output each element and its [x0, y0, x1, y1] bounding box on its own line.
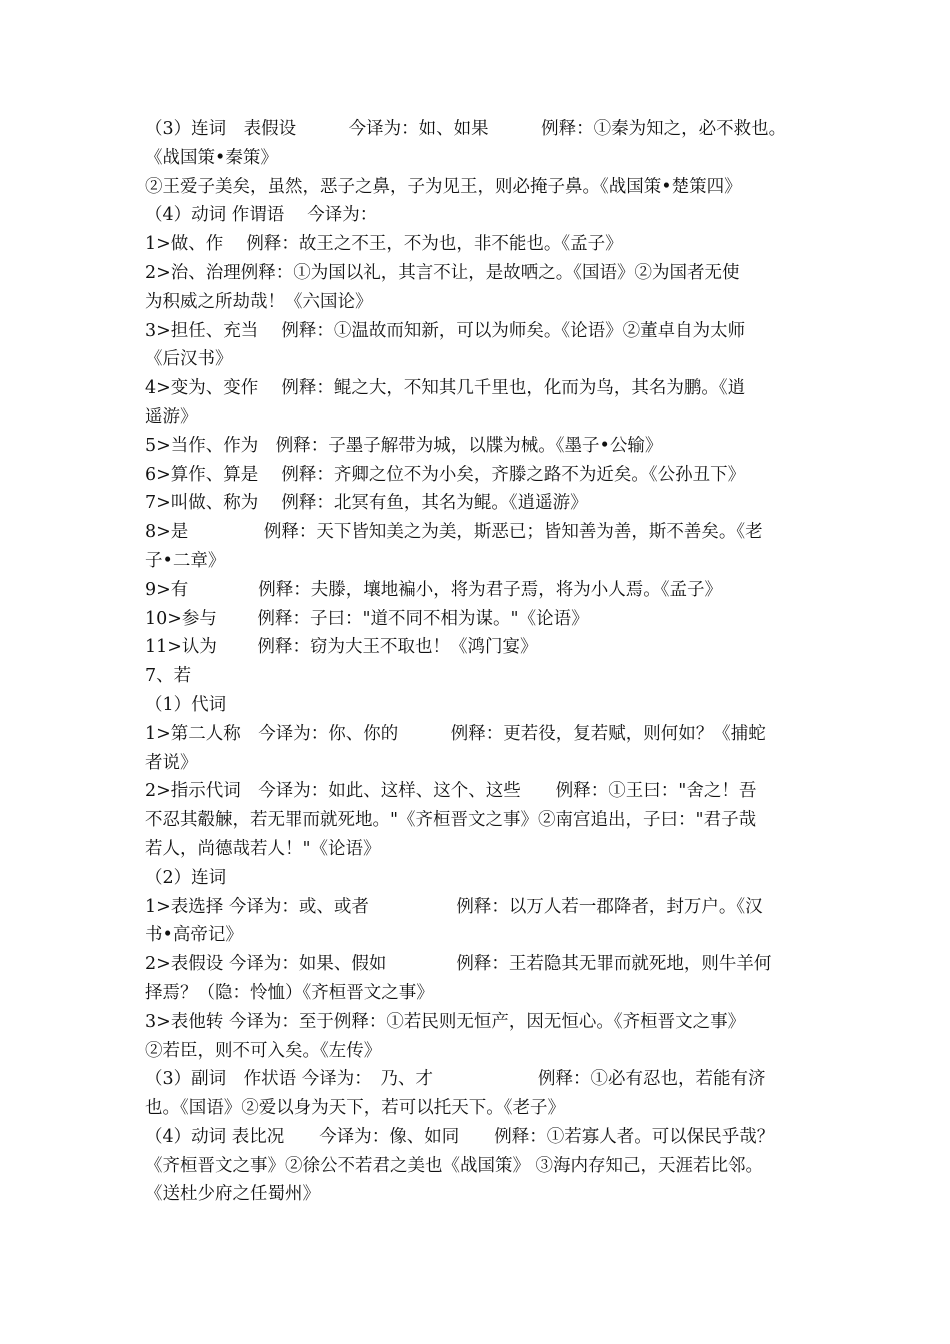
text-line: 《齐桓晋文之事》②徐公不若君之美也《战国策》 ③海内存知己，天涯若比邻。 — [145, 1155, 764, 1176]
text-line: 遥游》 — [145, 406, 198, 427]
text-line: 2>治、治理例释：①为国以礼，其言不让，是故哂之。《国语》②为国者无使 — [145, 262, 740, 283]
text-line: 为积威之所劫哉！《六国论》 — [145, 291, 373, 312]
text-line: 3>担任、充当 例释：①温故而知新，可以为师矣。《论语》②董卓自为太师 — [145, 320, 746, 341]
text-line: 择焉？（隐：怜恤）《齐桓晋文之事》 — [145, 982, 434, 1003]
document-body — [145, 115, 815, 1209]
text-line: 3>表他转 今译为：至于例释：①若民则无恒产，因无恒心。《齐桓晋文之事》 — [145, 1011, 746, 1032]
text-line: 子•二章》 — [145, 550, 226, 571]
text-line: （3）副词 作状语 今译为： 乃、才 例释：①必有忍也，若能有济 — [145, 1069, 766, 1090]
text-line: 4>变为、变作 例释：鲲之大，不知其几千里也，化而为鸟，其名为鹏。《逍 — [145, 378, 746, 399]
text-line: 不忍其觳觫，若无罪而就死地。"《齐桓晋文之事》②南宫追出，子曰："君子哉 — [145, 810, 757, 831]
text-line: （2）连词 — [145, 867, 227, 888]
text-line: 2>表假设 今译为：如果、假如 例释：王若隐其无罪而就死地，则牛羊何 — [145, 954, 772, 975]
text-line: 1>做、作 例释：故王之不王，不为也，非不能也。《孟子》 — [145, 234, 623, 255]
text-line: 1>第二人称 今译为：你、你的 例释：更若役，复若赋，则何如？《捕蛇 — [145, 723, 766, 744]
text-line: （4）动词 作谓语 今译为： — [145, 205, 378, 226]
text-line: 8>是 例释：天下皆知美之为美，斯恶已；皆知善为善，斯不善矣。《老 — [145, 522, 763, 543]
text-line: 者说》 — [145, 752, 198, 773]
section-heading: 7、若 — [145, 666, 192, 687]
text-line: 11>认为 例释：窃为大王不取也！《鸿门宴》 — [145, 637, 538, 658]
text-line: 若人，尚德哉若人！"《论语》 — [145, 838, 381, 859]
text-line: （3）连词 表假设 今译为：如、如果 例释：①秦为知之，必不救也。 — [145, 119, 787, 139]
text-line: 《后汉书》 — [145, 349, 233, 370]
text-line: （1）代词 — [145, 694, 227, 715]
text-line: 5>当作、作为 例释：子墨子解带为城，以牒为械。《墨子•公输》 — [145, 435, 663, 456]
text-line: 1>表选择 今译为：或、或者 例释：以万人若一郡降者，封万户。《汉 — [145, 896, 763, 917]
text-line: 9>有 例释：夫滕，壤地褊小，将为君子焉，将为小人焉。《孟子》 — [145, 579, 723, 600]
text-line: 7>叫做、称为 例释：北冥有鱼，其名为鲲。《逍遥游》 — [145, 493, 588, 514]
text-line: （4）动词 表比况 今译为：像、如同 例释：①若寡人者。可以保民乎哉？ — [145, 1126, 775, 1147]
text-line: 10>参与 例释：子曰："道不同不相为谋。"《论语》 — [145, 608, 589, 629]
text-line: 2>指示代词 今译为：如此、这样、这个、这些 例释：①王曰："舍之！吾 — [145, 781, 757, 802]
text-line: ②若臣，则不可入矣。《左传》 — [145, 1040, 382, 1061]
text-line: 书•高帝记》 — [145, 925, 243, 946]
text-line: 《送杜少府之任蜀州》 — [145, 1184, 320, 1205]
text-line: 也。《国语》②爱以身为天下，若可以托天下。《老子》 — [145, 1098, 565, 1119]
text-line: 6>算作、算是 例释：齐卿之位不为小矣，齐滕之路不为近矣。《公孙丑下》 — [145, 464, 746, 485]
text-line: ②王爱子美矣，虽然，恶子之鼻，子为见王，则必掩子鼻。《战国策•楚策四》 — [145, 176, 742, 197]
text-line: 《战国策•秦策》 — [145, 147, 278, 168]
